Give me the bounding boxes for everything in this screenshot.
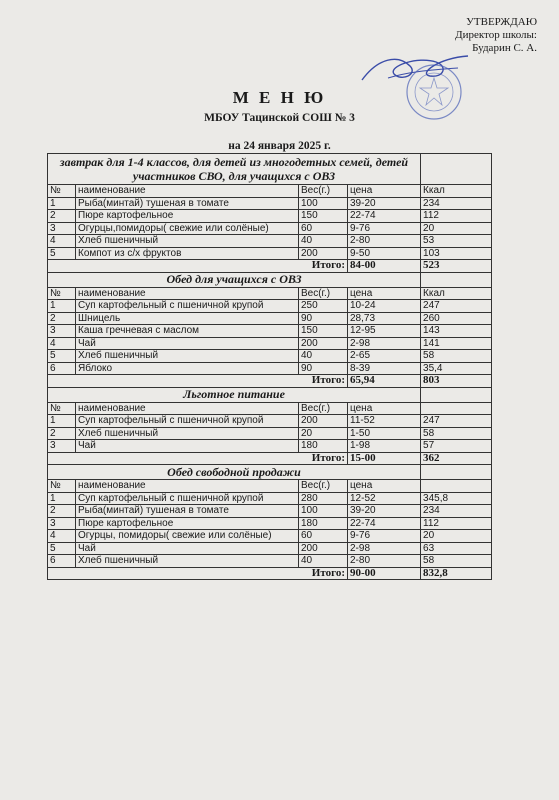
column-header-row: [48, 402, 492, 415]
total-kcal: 523: [421, 260, 492, 273]
column-header-num: №: [48, 287, 76, 300]
column-header-kcal: [421, 402, 492, 415]
cell-num: 5: [48, 542, 76, 555]
cell-kcal: 234: [421, 505, 492, 518]
cell-kcal: 234: [421, 197, 492, 210]
cell-weight: 180: [299, 517, 348, 530]
column-header-num: №: [48, 185, 76, 198]
column-header-weight: Вес(г.): [299, 287, 348, 300]
section-header-row: [48, 154, 492, 185]
cell-weight: 90: [299, 312, 348, 325]
cell-name: Огурцы,помидоры( свежие или солёные): [76, 222, 299, 235]
total-row: [48, 260, 492, 273]
table-row: [48, 337, 492, 350]
cell-kcal: 247: [421, 415, 492, 428]
cell-kcal: 53: [421, 235, 492, 248]
cell-num: 3: [48, 325, 76, 338]
cell-kcal: 58: [421, 350, 492, 363]
section-title: Обед свободной продажи: [48, 465, 421, 480]
section-header-empty-cell: [421, 272, 492, 287]
column-header-kcal: Ккал: [421, 287, 492, 300]
section-header-empty-cell: [421, 387, 492, 402]
cell-weight: 60: [299, 530, 348, 543]
column-header-weight: Вес(г.): [299, 480, 348, 493]
school-name: МБОУ Тацинской СОШ № 3: [204, 112, 355, 124]
menu-table: [47, 153, 492, 580]
cell-name: Каша гречневая с маслом: [76, 325, 299, 338]
cell-num: 1: [48, 492, 76, 505]
cell-price: 22-74: [348, 210, 421, 223]
cell-name: Чай: [76, 542, 299, 555]
cell-name: Чай: [76, 440, 299, 453]
cell-name: Хлеб пшеничный: [76, 235, 299, 248]
table-row: [48, 530, 492, 543]
column-header-name: наименование: [76, 402, 299, 415]
cell-price: 9-76: [348, 530, 421, 543]
cell-name: Суп картофельный с пшеничной крупой: [76, 415, 299, 428]
cell-kcal: 57: [421, 440, 492, 453]
cell-weight: 90: [299, 362, 348, 375]
cell-kcal: 345,8: [421, 492, 492, 505]
cell-num: 6: [48, 555, 76, 568]
cell-weight: 150: [299, 210, 348, 223]
total-price: 15-00: [348, 452, 421, 465]
cell-weight: 40: [299, 350, 348, 363]
total-label: Итого:: [48, 375, 348, 388]
table-row: [48, 440, 492, 453]
cell-num: 2: [48, 210, 76, 223]
total-price: 84-00: [348, 260, 421, 273]
cell-kcal: 103: [421, 247, 492, 260]
table-row: [48, 300, 492, 313]
table-row: [48, 492, 492, 505]
section-title: завтрак для 1-4 классов, для детей из многодетных семей, детей участников СВО, для учащихся с ОВЗ: [48, 154, 421, 185]
cell-kcal: 20: [421, 222, 492, 235]
total-label: Итого:: [48, 452, 348, 465]
cell-weight: 40: [299, 235, 348, 248]
cell-num: 1: [48, 300, 76, 313]
table-row: [48, 312, 492, 325]
total-row: [48, 452, 492, 465]
total-label: Итого:: [48, 260, 348, 273]
table-row: [48, 362, 492, 375]
total-price: 90-00: [348, 567, 421, 580]
cell-kcal: 112: [421, 517, 492, 530]
table-row: [48, 210, 492, 223]
table-row: [48, 505, 492, 518]
total-kcal: 803: [421, 375, 492, 388]
cell-num: 2: [48, 312, 76, 325]
cell-weight: 200: [299, 247, 348, 260]
column-header-row: [48, 185, 492, 198]
total-row: [48, 375, 492, 388]
total-price: 65,94: [348, 375, 421, 388]
cell-name: Рыба(минтай) тушеная в томате: [76, 197, 299, 210]
page-title: М Е Н Ю: [232, 88, 327, 107]
column-header-num: №: [48, 480, 76, 493]
cell-weight: 100: [299, 197, 348, 210]
column-header-name: наименование: [76, 480, 299, 493]
cell-num: 5: [48, 247, 76, 260]
cell-price: 11-52: [348, 415, 421, 428]
column-header-weight: Вес(г.): [299, 402, 348, 415]
section-header-empty-cell: [421, 154, 492, 185]
cell-name: Хлеб пшеничный: [76, 555, 299, 568]
column-header-num: №: [48, 402, 76, 415]
section-title: Льготное питание: [48, 387, 421, 402]
cell-weight: 20: [299, 427, 348, 440]
cell-num: 3: [48, 517, 76, 530]
column-header-row: [48, 287, 492, 300]
cell-weight: 100: [299, 505, 348, 518]
cell-price: 2-98: [348, 542, 421, 555]
cell-price: 9-50: [348, 247, 421, 260]
cell-name: Рыба(минтай) тушеная в томате: [76, 505, 299, 518]
cell-name: Шницель: [76, 312, 299, 325]
cell-kcal: 63: [421, 542, 492, 555]
total-row: [48, 567, 492, 580]
cell-name: Пюре картофельное: [76, 210, 299, 223]
cell-name: Огурцы, помидоры( свежие или солёные): [76, 530, 299, 543]
table-row: [48, 415, 492, 428]
cell-price: 2-98: [348, 337, 421, 350]
cell-name: Компот из с/х фруктов: [76, 247, 299, 260]
cell-name: Суп картофельный с пшеничной крупой: [76, 300, 299, 313]
table-row: [48, 427, 492, 440]
cell-num: 6: [48, 362, 76, 375]
cell-price: 39-20: [348, 505, 421, 518]
table-row: [48, 235, 492, 248]
cell-num: 4: [48, 235, 76, 248]
cell-price: 28,73: [348, 312, 421, 325]
cell-num: 4: [48, 530, 76, 543]
approval-heading: УТВЕРЖДАЮ: [466, 16, 537, 28]
approval-position: Директор школы:: [455, 29, 537, 41]
cell-price: 2-65: [348, 350, 421, 363]
cell-kcal: 247: [421, 300, 492, 313]
cell-weight: 150: [299, 325, 348, 338]
section-header-row: [48, 387, 492, 402]
column-header-kcal: [421, 480, 492, 493]
column-header-name: наименование: [76, 185, 299, 198]
cell-price: 9-76: [348, 222, 421, 235]
cell-name: Хлеб пшеничный: [76, 427, 299, 440]
column-header-weight: Вес(г.): [299, 185, 348, 198]
cell-kcal: 112: [421, 210, 492, 223]
cell-weight: 60: [299, 222, 348, 235]
total-kcal: 832,8: [421, 567, 492, 580]
cell-kcal: 58: [421, 555, 492, 568]
cell-num: 4: [48, 337, 76, 350]
cell-price: 8-39: [348, 362, 421, 375]
table-row: [48, 517, 492, 530]
cell-weight: 180: [299, 440, 348, 453]
table-row: [48, 325, 492, 338]
cell-num: 2: [48, 505, 76, 518]
cell-name: Яблоко: [76, 362, 299, 375]
cell-name: Хлеб пшеничный: [76, 350, 299, 363]
section-title: Обед для учащихся с ОВЗ: [48, 272, 421, 287]
table-row: [48, 197, 492, 210]
table-row: [48, 222, 492, 235]
cell-name: Пюре картофельное: [76, 517, 299, 530]
table-row: [48, 555, 492, 568]
cell-kcal: 58: [421, 427, 492, 440]
column-header-price: цена: [348, 402, 421, 415]
cell-weight: 200: [299, 542, 348, 555]
column-header-kcal: Ккал: [421, 185, 492, 198]
cell-weight: 40: [299, 555, 348, 568]
cell-price: 22-74: [348, 517, 421, 530]
cell-num: 2: [48, 427, 76, 440]
cell-num: 1: [48, 415, 76, 428]
column-header-price: цена: [348, 480, 421, 493]
total-kcal: 362: [421, 452, 492, 465]
cell-price: 39-20: [348, 197, 421, 210]
cell-kcal: 35,4: [421, 362, 492, 375]
cell-num: 1: [48, 197, 76, 210]
cell-price: 2-80: [348, 555, 421, 568]
cell-num: 3: [48, 440, 76, 453]
column-header-name: наименование: [76, 287, 299, 300]
approval-name: Бударин С. А.: [472, 42, 537, 54]
table-row: [48, 350, 492, 363]
total-label: Итого:: [48, 567, 348, 580]
section-header-empty-cell: [421, 465, 492, 480]
column-header-price: цена: [348, 185, 421, 198]
cell-kcal: 20: [421, 530, 492, 543]
cell-price: 12-95: [348, 325, 421, 338]
section-header-row: [48, 272, 492, 287]
cell-name: Суп картофельный с пшеничной крупой: [76, 492, 299, 505]
cell-kcal: 143: [421, 325, 492, 338]
cell-name: Чай: [76, 337, 299, 350]
cell-price: 12-52: [348, 492, 421, 505]
column-header-price: цена: [348, 287, 421, 300]
section-header-row: [48, 465, 492, 480]
cell-price: 10-24: [348, 300, 421, 313]
column-header-row: [48, 480, 492, 493]
cell-price: 2-80: [348, 235, 421, 248]
cell-weight: 200: [299, 415, 348, 428]
menu-date: на 24 января 2025 г.: [228, 140, 331, 152]
cell-num: 3: [48, 222, 76, 235]
cell-kcal: 141: [421, 337, 492, 350]
cell-weight: 280: [299, 492, 348, 505]
cell-price: 1-50: [348, 427, 421, 440]
table-row: [48, 542, 492, 555]
cell-kcal: 260: [421, 312, 492, 325]
table-row: [48, 247, 492, 260]
cell-weight: 200: [299, 337, 348, 350]
cell-price: 1-98: [348, 440, 421, 453]
cell-num: 5: [48, 350, 76, 363]
cell-weight: 250: [299, 300, 348, 313]
